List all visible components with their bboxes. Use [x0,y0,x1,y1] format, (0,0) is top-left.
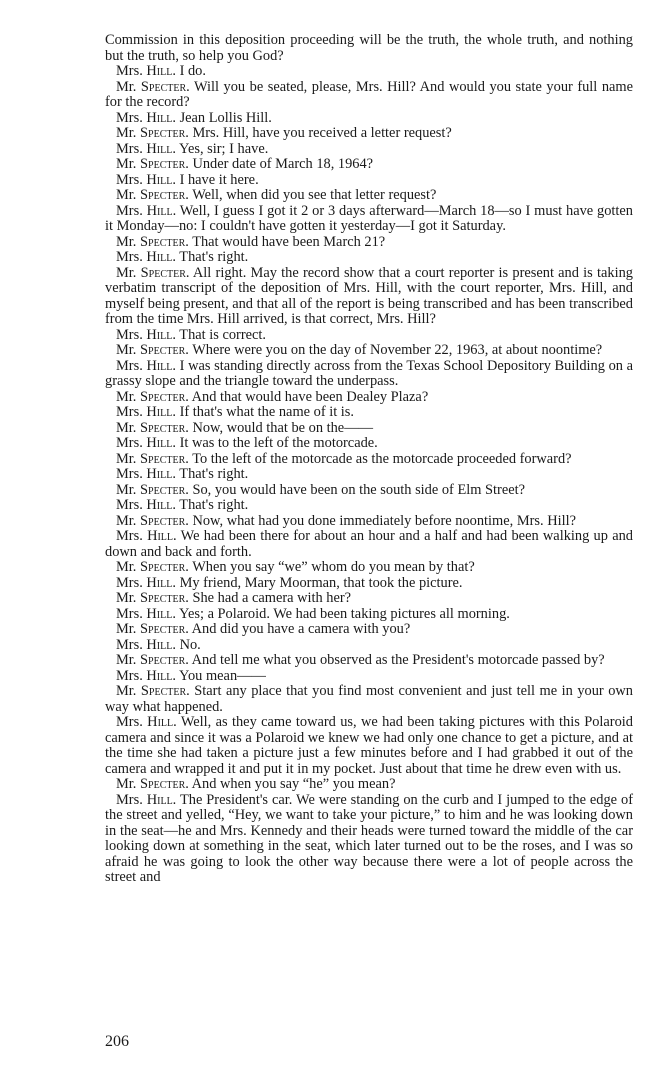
testimony-paragraph [105,390,633,406]
speech-text: I have it here. [179,171,259,188]
speaker-title: Mr. [116,342,137,358]
speaker-title: Mr. [116,156,137,172]
speaker-name: Hill. [146,357,176,374]
speaker-title: Mr. [116,590,137,606]
testimony-paragraph [105,498,633,514]
speaker-title: Mrs. [116,528,143,544]
speech-text: That's right. [179,497,249,513]
speaker-name: Hill. [146,791,177,808]
speaker-title: Mrs. [116,791,143,808]
testimony-paragraph [105,653,633,669]
speech-text: Start any place that you find most convenient and just tell me in your own way what happened. [105,683,633,715]
speaker-name: Hill. [146,497,176,513]
speaker-name: Hill. [146,404,176,420]
testimony-paragraph [105,777,633,793]
testimony-paragraph [105,560,633,576]
testimony-paragraph [105,684,633,715]
speaker-name: Hill. [146,140,176,157]
testimony-paragraph [105,111,633,127]
testimony-paragraph [105,607,633,623]
speaker-title: Mrs. [116,171,143,188]
speaker-name: Specter. [140,419,189,436]
speech-text: I was standing directly across from the Texas School Depository Building on a grassy slope and the triangle toward the underpass. [105,357,633,389]
speaker-title: Mrs. [116,497,143,513]
speaker-name: Hill. [146,605,176,622]
speech-text: It was to the left of the motorcade. [179,435,378,451]
speaker-name: Hill. [146,249,176,265]
continuation-paragraph: Commission in this deposition proceeding will be the truth, the whole truth, and nothing but the truth, so help you God? [105,32,633,64]
speaker-name: Specter. [140,388,189,405]
speaker-title: Mr. [116,264,137,281]
speaker-title: Mrs. [116,357,143,374]
testimony-paragraph [105,204,633,235]
page-number: 206 [105,1033,129,1050]
speaker-title: Mr. [116,233,137,250]
testimony-paragraph [105,80,633,111]
speaker-name: Specter. [140,652,189,668]
speaker-title: Mrs. [116,435,143,451]
speaker-name: Specter. [140,125,189,141]
speech-text: The President's car. We were standing on the curb and I jumped to the edge of the street and yelled, “Hey, we want to take your picture,” to him and he was looking down in the seat—he and Mrs. Kennedy and their heads were turned toward the middle of the car looking down at something in the seat, which later turned out to be the roses, and I was so afraid he was going to look the other way because there were a lot of people across the street and [105,791,633,885]
speech-text: We had been there for about an hour and a half and had been walking up and down and back and forth. [105,528,633,560]
testimony-paragraph [105,576,633,592]
speech-text: So, you would have been on the south side of Elm Street? [192,481,525,498]
speaker-name: Hill. [146,574,176,591]
testimony-paragraph [105,793,633,886]
speaker-title: Mr. [116,776,137,792]
speaker-title: Mr. [116,512,137,529]
testimony-paragraph [105,669,633,685]
speaker-name: Hill. [147,528,177,544]
speaker-title: Mr. [116,621,137,637]
testimony-paragraph [105,715,633,777]
speech-text: And that would have been Dealey Plaza? [191,388,429,405]
testimony-paragraph [105,343,633,359]
testimony-paragraph [105,452,633,468]
testimony-paragraph [105,64,633,80]
speaker-title: Mrs. [116,249,143,265]
testimony-paragraphs [105,64,633,886]
speaker-title: Mrs. [116,326,143,343]
speech-text: You mean—— [179,667,266,684]
speech-text: Well, as they came toward us, we had been taking pictures with this Polaroid camera and since it was a Polaroid we knew we had only one chance to get a picture, and at the time she had taken a picture just a few minutes before and I had grabbed it out of the camera and wrapped it and put it in my pocket. Just about that time he drew even with us. [105,714,633,777]
speaker-title: Mrs. [116,574,143,591]
speech-text: If that's what the name of it is. [179,404,354,420]
testimony-paragraph [105,638,633,654]
speaker-title: Mr. [116,683,137,699]
speaker-name: Specter. [140,342,189,358]
speaker-name: Specter. [140,776,189,792]
speech-text: And tell me what you observed as the President's motorcade passed by? [191,652,605,668]
speaker-title: Mrs. [116,667,143,684]
speaker-title: Mr. [116,388,137,405]
speech-text: All right. May the record show that a court reporter is present and is taking verbatim transcript of the deposition of Mrs. Hill, with the court reporter, Mrs. Hill, and myself being present, and that all of the report is being transcribed and has been transcribed from the time Mrs. Hill arrived, is that correct, Mrs. Hill? [105,264,633,327]
testimony-paragraph [105,405,633,421]
testimony-paragraph [105,266,633,328]
speaker-name: Hill. [146,171,176,188]
speaker-title: Mrs. [116,109,143,126]
speaker-name: Specter. [140,590,189,606]
speaker-title: Mrs. [116,466,143,482]
speaker-title: Mr. [116,125,137,141]
testimony-paragraph [105,328,633,344]
speech-text: That's right. [179,466,249,482]
speaker-title: Mrs. [116,714,143,730]
testimony-body [105,33,633,886]
testimony-paragraph [105,173,633,189]
speaker-title: Mr. [116,419,137,436]
speaker-title: Mrs. [116,140,143,157]
testimony-paragraph [105,529,633,560]
speaker-name: Specter. [140,621,189,637]
speech-text: Yes; a Polaroid. We had been taking pictures all morning. [179,605,510,622]
testimony-paragraph [105,483,633,499]
speaker-name: Specter. [140,156,189,172]
speech-text: Mrs. Hill, have you received a letter request? [192,125,452,141]
speech-text: Where were you on the day of November 22, 1963, at about noontime? [192,342,603,358]
speaker-title: Mrs. [116,404,143,420]
testimony-paragraph [105,622,633,638]
speech-text: Yes, sir; I have. [179,140,269,157]
speaker-name: Hill. [146,202,177,219]
speaker-title: Mrs. [116,202,143,219]
speech-text: Under date of March 18, 1964? [192,156,374,172]
speaker-name: Hill. [146,667,176,684]
speech-text: To the left of the motorcade as the motorcade proceeded forward? [192,450,572,467]
speech-text: My friend, Mary Moorman, that took the picture. [179,574,463,591]
testimony-paragraph [105,359,633,390]
speaker-title: Mrs. [116,605,143,622]
speaker-title: Mr. [116,450,137,467]
testimony-paragraph [105,436,633,452]
speaker-name: Hill. [147,714,177,730]
speaker-name: Hill. [146,466,176,482]
speech-text: Well, I guess I got it 2 or 3 days afterward—March 18—so I must have gotten it Monday—no: I couldn't have gotten it yesterday—I got it Saturday. [105,202,633,234]
speech-text: Now, would that be on the—— [192,419,373,436]
testimony-paragraph [105,514,633,530]
testimony-paragraph [105,467,633,483]
testimony-paragraph [105,235,633,251]
speech-text: And when you say “he” you mean? [191,776,396,792]
speech-text: No. [179,636,201,653]
testimony-paragraph [105,188,633,204]
speech-text: Well, when did you see that letter request? [192,187,437,203]
testimony-paragraph [105,591,633,607]
speaker-name: Specter. [140,187,189,203]
speaker-name: Hill. [146,636,176,653]
speaker-name: Hill. [146,435,176,451]
speaker-title: Mrs. [116,636,143,653]
speech-text: She had a camera with her? [192,590,352,606]
speech-text: Now, what had you done immediately before noontime, Mrs. Hill? [192,512,576,529]
testimony-paragraph [105,421,633,437]
speech-text: And did you have a camera with you? [191,621,411,637]
speaker-title: Mr. [116,187,137,203]
testimony-paragraph [105,142,633,158]
speech-text: I do. [179,63,206,79]
speaker-name: Hill. [146,326,176,343]
speaker-title: Mr. [116,481,137,498]
speaker-name: Hill. [146,109,176,126]
testimony-paragraph [105,126,633,142]
speaker-title: Mr. [116,78,137,95]
speech-text: That is correct. [179,326,266,343]
speaker-name: Hill. [146,63,176,79]
speaker-name: Specter. [140,450,189,467]
speaker-name: Specter. [140,683,190,699]
speech-text: When you say “we” whom do you mean by that? [192,559,475,575]
speech-text: That's right. [179,249,249,265]
speaker-name: Specter. [140,481,189,498]
speaker-title: Mr. [116,652,137,668]
speaker-title: Mr. [116,559,137,575]
testimony-paragraph [105,157,633,173]
speech-text: Jean Lollis Hill. [179,109,272,126]
speech-text: Will you be seated, please, Mrs. Hill? And would you state your full name for the record? [105,78,633,110]
speaker-name: Specter. [140,264,190,281]
testimony-paragraph [105,250,633,266]
speech-text: That would have been March 21? [192,233,386,250]
speaker-name: Specter. [140,78,190,95]
speaker-name: Specter. [140,512,189,529]
speaker-name: Specter. [140,233,189,250]
speaker-name: Specter. [140,559,189,575]
speaker-title: Mrs. [116,63,143,79]
